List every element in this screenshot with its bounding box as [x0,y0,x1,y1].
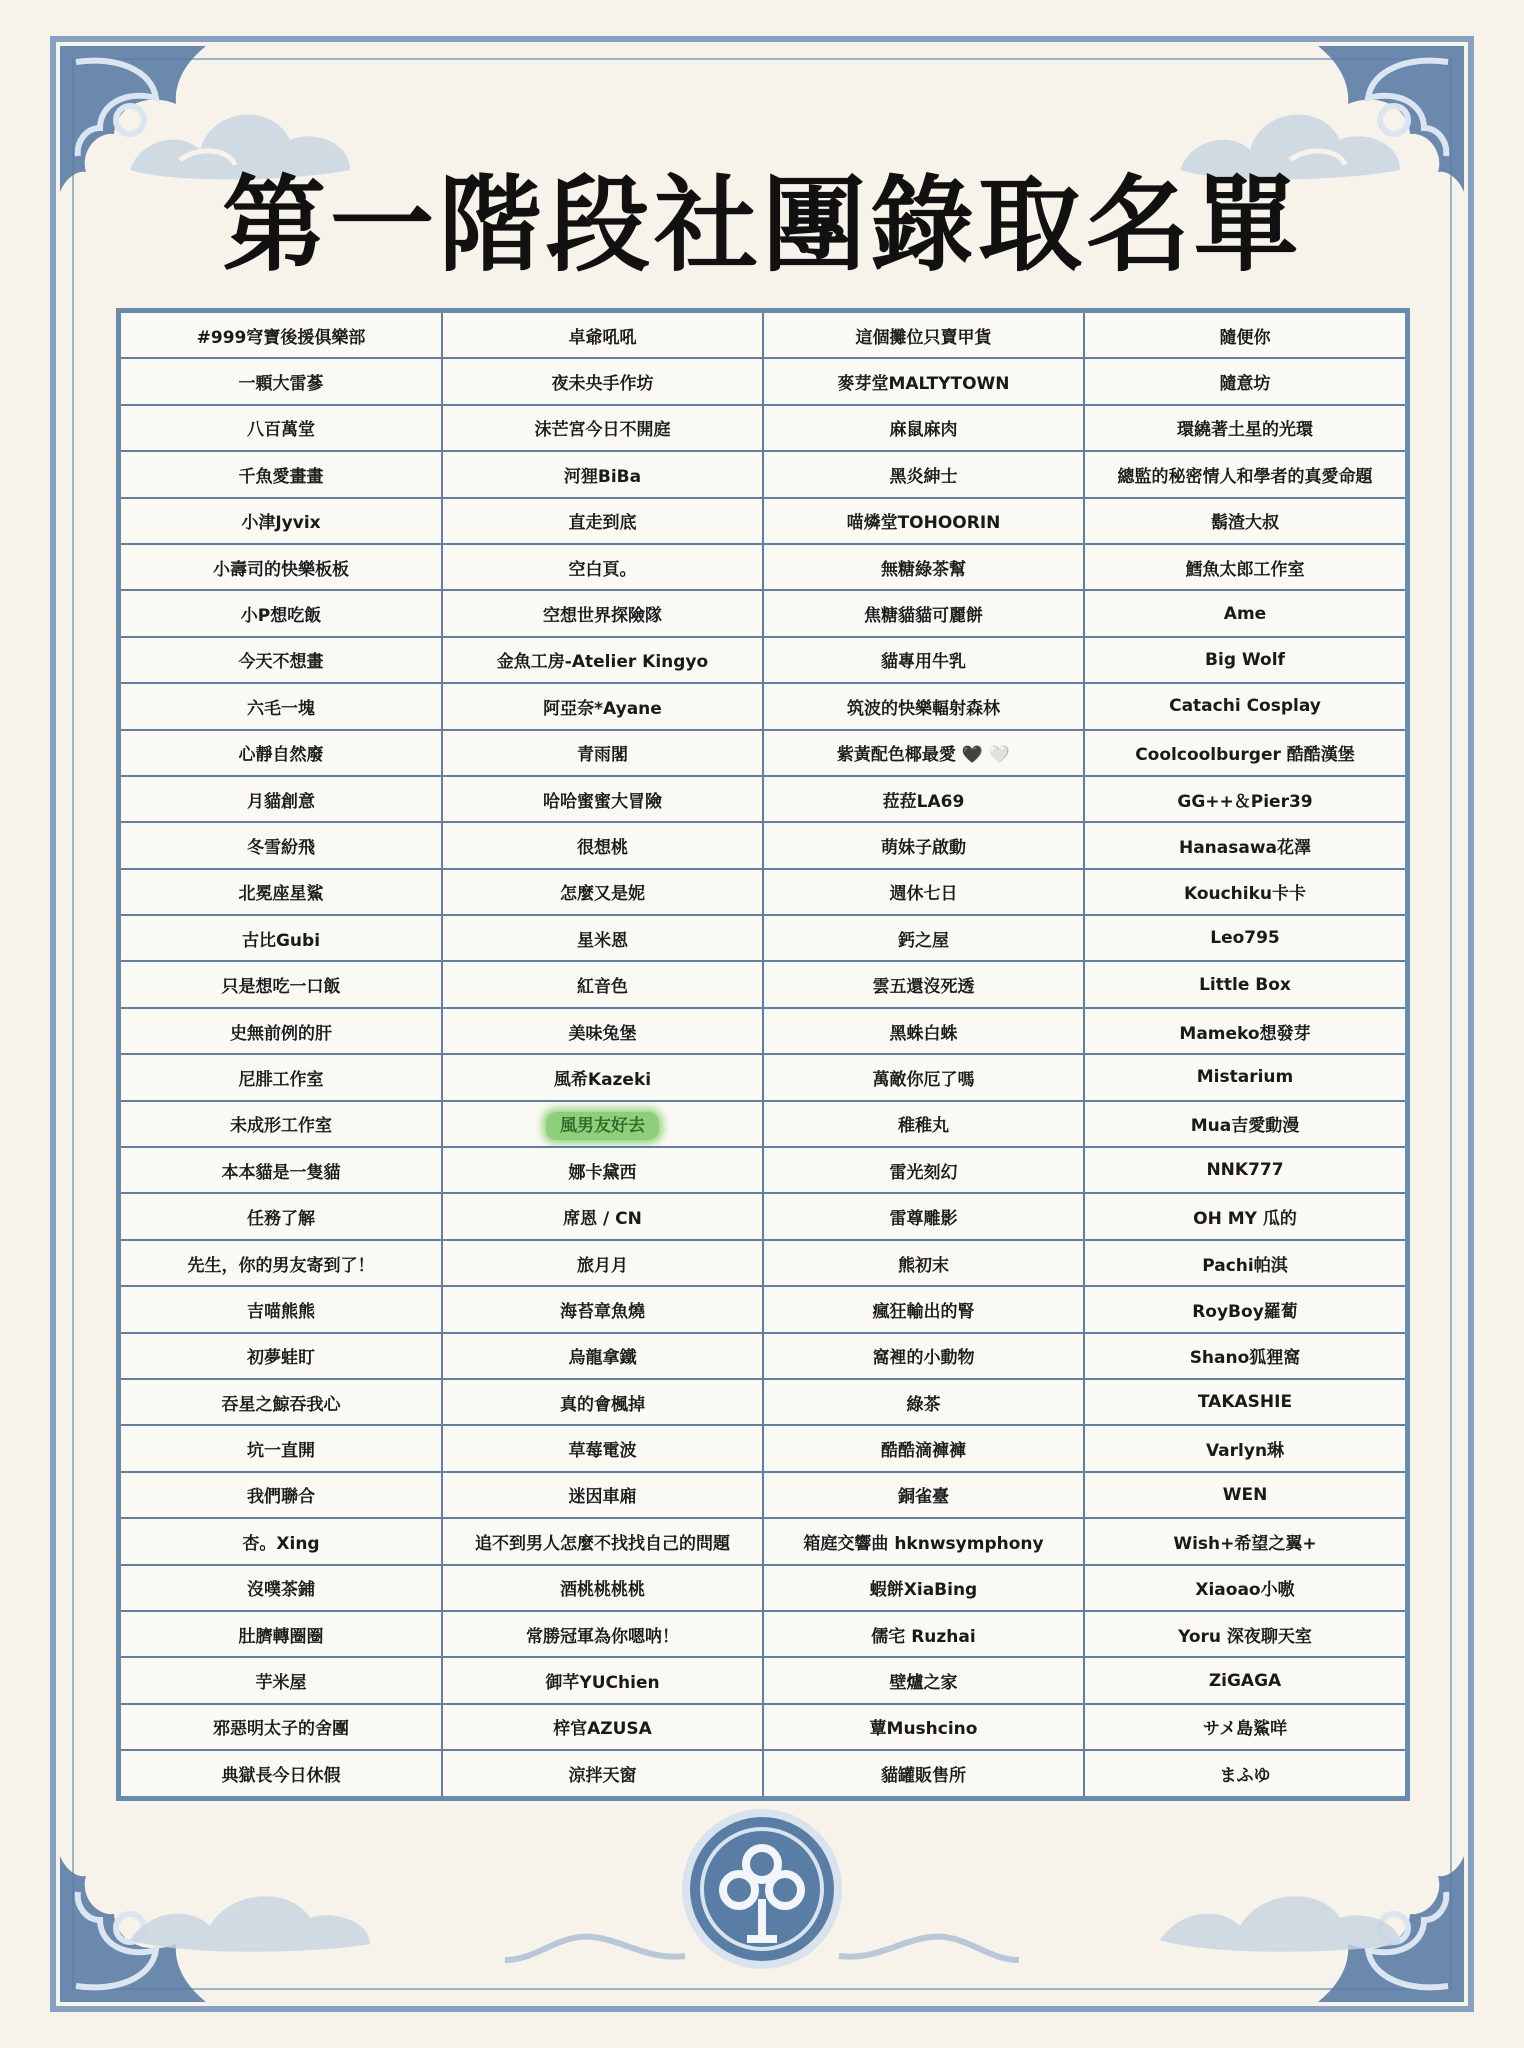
table-row [121,1611,1405,1657]
table-cell [121,405,442,451]
table-cell [1084,1704,1405,1750]
table-cell [442,915,763,961]
table-cell [442,313,763,358]
club-name: 阿亞奈*Ayane [543,698,662,719]
table-cell [121,1193,442,1239]
table-cell [442,1147,763,1193]
club-name: 風希Kazeki [553,1069,652,1090]
table-cell [763,544,1084,590]
club-name: 雷尊雕影 [889,1209,958,1230]
table-cell [121,1704,442,1750]
table-cell [121,822,442,868]
table-row [121,1565,1405,1611]
club-name: 萬敵你厄了嗎 [872,1069,975,1090]
table-cell [763,1379,1084,1425]
club-name: 雲五還沒死透 [872,977,975,998]
club-name: 鬍渣大叔 [1211,513,1279,534]
club-name: 黑蛛白蛛 [889,1023,958,1044]
table-cell [121,683,442,729]
table-row [121,1333,1405,1379]
table-cell [763,683,1084,729]
table-row [121,1286,1405,1332]
table-cell [442,1657,763,1703]
club-name: 夜未央手作坊 [551,374,654,395]
table-row [121,1008,1405,1054]
table-row [121,405,1405,451]
club-name: 只是想吃一口飯 [221,977,341,998]
table-cell [121,313,442,358]
table-cell [1084,961,1405,1007]
club-name: ZiGAGA [1208,1670,1282,1691]
table-cell [121,915,442,961]
club-name: 杏。Xing [242,1533,320,1554]
table-cell [763,1193,1084,1239]
table-cell [442,1054,763,1100]
table-cell [442,1611,763,1657]
table-cell [442,1008,763,1054]
table-cell [1084,1425,1405,1471]
club-name: 沒噗茶鋪 [247,1580,315,1601]
table-row [121,1147,1405,1193]
club-name: 邪惡明太子的舍團 [213,1719,349,1740]
club-name: 這個攤位只賣甲貨 [855,327,992,348]
club-name: 小壽司的快樂板板 [213,559,349,580]
table-cell [121,1333,442,1379]
table-cell [763,1750,1084,1795]
club-name: 心靜自然廢 [238,745,324,766]
club-name: 萌妹子啟動 [881,837,966,858]
table-cell [1084,313,1405,358]
club-name: 席恩 / CN [563,1209,642,1230]
table-cell [121,1611,442,1657]
table-row [121,776,1405,822]
cloud-ornament-icon [120,1870,380,1970]
table-cell [1084,1193,1405,1239]
club-name: 空白頁。 [568,559,637,580]
table-cell [763,405,1084,451]
table-cell [763,1101,1084,1147]
emblem-icon [677,1804,847,1974]
table-cell [1084,637,1405,683]
table-cell [1084,776,1405,822]
table-row [121,637,1405,683]
table-cell [1084,1008,1405,1054]
club-name: Coolcoolburger 酷酷漢堡 [1135,745,1355,766]
table-cell [763,637,1084,683]
table-cell [1084,1147,1405,1193]
club-name: 壁爐之家 [889,1673,958,1694]
table-cell [763,961,1084,1007]
table-cell [1084,1611,1405,1657]
table-row [121,358,1405,404]
table-cell [442,1101,763,1147]
club-name: 雷光刻幻 [889,1162,958,1183]
club-name: 八百萬堂 [247,420,315,441]
club-name: まふゆ [1219,1765,1271,1786]
table-cell [121,869,442,915]
table-cell [1084,730,1405,776]
club-name: 紅音色 [577,977,628,998]
club-name: 銅雀臺 [898,1487,949,1508]
table-cell [763,869,1084,915]
table-cell [121,1008,442,1054]
table-row [121,961,1405,1007]
table-cell [442,544,763,590]
table-row [121,822,1405,868]
table-cell [1084,498,1405,544]
club-name: 卓爺吼吼 [568,327,637,348]
club-name: 娜卡黛西 [568,1162,637,1183]
table-cell [442,1240,763,1286]
club-name: 儒宅 Ruzhai [871,1626,976,1647]
club-name: 直走到底 [568,513,637,534]
table-row [121,1750,1405,1795]
table-row [121,683,1405,729]
table-cell [763,1333,1084,1379]
club-name: Shano狐狸窩 [1189,1348,1301,1369]
club-name: 鱈魚太郎工作室 [1185,559,1305,580]
club-name: 芋米屋 [255,1673,307,1694]
table-cell [442,683,763,729]
club-name: 蕈Mushcino [869,1719,978,1740]
club-name: 酒桃桃桃桃 [560,1580,645,1601]
club-name: 肚臍轉圈圈 [238,1626,324,1647]
table-cell [121,1240,442,1286]
table-cell [763,822,1084,868]
wave-ornament-icon [500,1920,690,1970]
club-name: 先生，你的男友寄到了！ [187,1255,375,1276]
table-cell [1084,451,1405,497]
table-cell [1084,590,1405,636]
club-name: 窩裡的小動物 [872,1348,975,1369]
club-name: Mameko想發芽 [1179,1023,1311,1044]
table-cell [121,730,442,776]
club-name: 焦糖貓貓可麗餅 [864,606,983,627]
table-cell [442,1286,763,1332]
club-name: 箱庭交響曲 hknwsymphony [803,1533,1044,1554]
table-cell [442,405,763,451]
club-name: 隨便你 [1219,327,1271,348]
table-cell [442,1425,763,1471]
table-row [121,1472,1405,1518]
club-name: 吉喵熊熊 [247,1301,315,1322]
club-name: 紫黃配色椰最愛 🖤 🤍 [836,745,1011,766]
club-name: #999穹寶後援俱樂部 [196,327,366,348]
club-name: 青雨閣 [577,745,628,766]
table-cell [121,1147,442,1193]
club-name: 迷因車廂 [568,1487,637,1508]
table-cell [1084,1565,1405,1611]
table-cell [1084,1750,1405,1795]
club-name: 六毛一塊 [247,698,315,719]
club-name: 一顆大雷蔘 [238,374,324,395]
table-cell [763,1008,1084,1054]
table-cell [121,776,442,822]
club-name: 梓官AZUSA [553,1719,652,1740]
table-cell [442,358,763,404]
table-cell [763,1611,1084,1657]
table-cell [763,1425,1084,1471]
club-name: Wish+希望之翼+ [1173,1533,1317,1554]
club-name: 史無前例的肝 [230,1023,332,1044]
club-name: 總監的秘密情人和學者的真愛命題 [1117,466,1373,487]
club-name: 酷酷滴褲褲 [881,1441,966,1462]
table-cell [121,1657,442,1703]
club-name: 麥芽堂MALTYTOWN [837,374,1010,395]
table-cell [763,730,1084,776]
table-cell [763,1704,1084,1750]
club-name: 初夢蛙盯 [247,1348,315,1369]
club-name: Leo795 [1210,928,1280,949]
club-name: 熊初末 [898,1255,949,1276]
table-cell [121,1054,442,1100]
club-list-table [116,308,1410,1801]
club-name: Mistarium [1196,1067,1294,1088]
club-name: 我們聯合 [247,1487,315,1508]
club-name: RoyBoy羅蔔 [1192,1301,1298,1322]
table-cell [442,1750,763,1795]
table-cell [442,1379,763,1425]
table-cell [442,1472,763,1518]
table-cell [763,776,1084,822]
table-cell [442,1518,763,1564]
club-name: 任務了解 [247,1209,315,1230]
table-cell [121,1750,442,1795]
club-name: Xiaoao小嗷 [1195,1580,1295,1601]
cloud-ornament-icon [1150,1870,1410,1970]
club-name: Pachi帕淇 [1202,1255,1288,1276]
table-cell [763,1565,1084,1611]
club-name: 河狸BiBa [563,466,642,487]
table-cell [121,544,442,590]
club-name: Mua吉愛動漫 [1190,1116,1300,1137]
club-name: Ame [1223,603,1267,624]
club-name: 月貓創意 [247,791,315,812]
club-name: 御芊YUChien [545,1673,660,1694]
club-name: Varlyn琳 [1205,1441,1285,1462]
club-name: 隨意坊 [1219,374,1271,395]
table-cell [442,869,763,915]
table-row [121,869,1405,915]
club-name: 黑炎紳士 [889,466,958,487]
table-cell [763,358,1084,404]
club-name: NNK777 [1206,1160,1284,1181]
table-cell [1084,358,1405,404]
table-cell [121,1565,442,1611]
table-row [121,498,1405,544]
club-name: 貓專用牛乳 [881,652,966,673]
table-cell [1084,915,1405,961]
club-name: Hanasawa花澤 [1178,837,1312,858]
table-row [121,1657,1405,1703]
club-name: 空想世界探險隊 [543,606,662,627]
table-cell [763,1054,1084,1100]
table-cell [763,1240,1084,1286]
club-name: 鈣之屋 [898,930,949,951]
table-cell [763,590,1084,636]
club-name: 烏龍拿鐵 [568,1348,637,1369]
table-cell [1084,1379,1405,1425]
table-cell [1084,822,1405,868]
club-name: TAKASHIE [1197,1392,1293,1413]
table-cell [1084,1240,1405,1286]
table-cell [763,498,1084,544]
table-cell [763,1286,1084,1332]
club-name: 追不到男人怎麼不找找自己的問題 [475,1533,730,1554]
table-row [121,1704,1405,1750]
table-row [121,1518,1405,1564]
table-cell [442,451,763,497]
club-name: Kouchiku卡卡 [1183,884,1307,905]
club-name: 菈菈LA69 [882,791,965,812]
club-name: 古比Gubi [241,930,321,951]
club-name: 沫芒宮今日不開庭 [534,420,671,441]
club-name: 本本貓是一隻貓 [221,1162,341,1183]
club-name: 蝦餅XiaBing [869,1580,978,1601]
table-row [121,544,1405,590]
table-cell [1084,1518,1405,1564]
club-name: Yoru 深夜聊天室 [1178,1626,1312,1647]
table-cell [1084,1101,1405,1147]
table-row [121,1054,1405,1100]
table-row [121,1425,1405,1471]
club-name: 千魚愛畫畫 [238,466,324,487]
table-cell [442,498,763,544]
club-name: 環繞著土星的光環 [1177,420,1313,441]
club-name: 瘋狂輸出的腎 [872,1301,975,1322]
club-name: 小津Jyvix [241,513,321,534]
club-name: OH MY 瓜的 [1193,1209,1297,1230]
club-name: 金魚工房-Atelier Kingyo [496,652,709,673]
club-name: 涼拌天窗 [568,1765,637,1786]
table-cell [1084,1333,1405,1379]
club-name: 怎麼又是妮 [560,884,645,905]
table-cell [121,637,442,683]
club-name: 今天不想畫 [238,652,324,673]
table-cell [1084,1657,1405,1703]
table-cell [1084,405,1405,451]
table-cell [442,1193,763,1239]
club-name: 常勝冠軍為你嗯呐！ [526,1626,679,1647]
table-row [121,1240,1405,1286]
table-row [121,313,1405,358]
club-name: 稚稚丸 [898,1116,949,1137]
table-row [121,915,1405,961]
table-cell [121,1425,442,1471]
table-cell [121,498,442,544]
table-cell [1084,1472,1405,1518]
table-row [121,451,1405,497]
table-cell [763,1518,1084,1564]
club-name: 貓罐販售所 [881,1765,966,1786]
table-cell [442,637,763,683]
page-title: 第一階段社團錄取名單 [221,164,1302,286]
club-name: 未成形工作室 [230,1116,332,1137]
club-name: 北冕座星鯊 [238,884,324,905]
table-cell [121,1286,442,1332]
club-name: 美味兔堡 [568,1023,637,1044]
club-name: 真的會楓掉 [560,1394,645,1415]
table-cell [442,1704,763,1750]
table-cell [442,961,763,1007]
table-cell [442,822,763,868]
club-name: 無糖綠茶幫 [881,559,966,580]
club-name: Little Box [1199,974,1291,995]
club-name: 很想桃 [577,837,628,858]
table-cell [763,1472,1084,1518]
table-row [121,1379,1405,1425]
table-row [121,730,1405,776]
club-name: 麻鼠麻肉 [889,420,958,441]
club-name: サメ島鯊咩 [1202,1719,1288,1740]
table-cell [763,1147,1084,1193]
club-name: 冬雪紛飛 [247,837,315,858]
table-cell [121,961,442,1007]
club-name: 綠茶 [906,1394,941,1415]
table-cell [763,1657,1084,1703]
club-name: 風男友好去 [546,1112,659,1140]
table-cell [121,1472,442,1518]
table-cell [1084,1054,1405,1100]
table-cell [763,915,1084,961]
club-name: 海苔章魚燒 [560,1301,645,1322]
wave-ornament-icon [834,1920,1024,1970]
club-name: 草莓電波 [568,1441,637,1462]
table-cell [442,1565,763,1611]
club-name: Catachi Cosplay [1169,696,1321,717]
table-cell [121,1101,442,1147]
table-cell [121,358,442,404]
table-cell [121,451,442,497]
club-name: 坑一直開 [247,1441,315,1462]
table-cell [1084,683,1405,729]
club-name: 旅月月 [577,1255,628,1276]
table-cell [763,313,1084,358]
table-cell [442,776,763,822]
table-cell [1084,1286,1405,1332]
table-cell [121,590,442,636]
club-name: WEN [1222,1484,1268,1505]
table-cell [121,1379,442,1425]
table-cell [442,1333,763,1379]
table-cell [442,590,763,636]
club-name: 筑波的快樂輻射森林 [847,698,1000,719]
table-cell [1084,869,1405,915]
table-row [121,590,1405,636]
club-name: 週休七日 [889,884,958,905]
table-cell [121,1518,442,1564]
club-name: GG++＆Pier39 [1177,791,1313,812]
club-name: 喵燐堂TOHOORIN [846,513,1001,534]
table-cell [763,451,1084,497]
club-name: 吞星之鯨吞我心 [221,1394,341,1415]
table-cell [1084,544,1405,590]
table-row [121,1101,1405,1147]
club-name: 星米恩 [577,930,628,951]
club-name: 哈哈蜜蜜大冒險 [543,791,662,812]
table-cell [442,730,763,776]
club-name: Big Wolf [1205,649,1285,670]
club-name: 典獄長今日休假 [221,1765,341,1786]
club-name: 小P想吃飯 [240,606,322,627]
table-row [121,1193,1405,1239]
club-name: 尼腓工作室 [238,1069,324,1090]
